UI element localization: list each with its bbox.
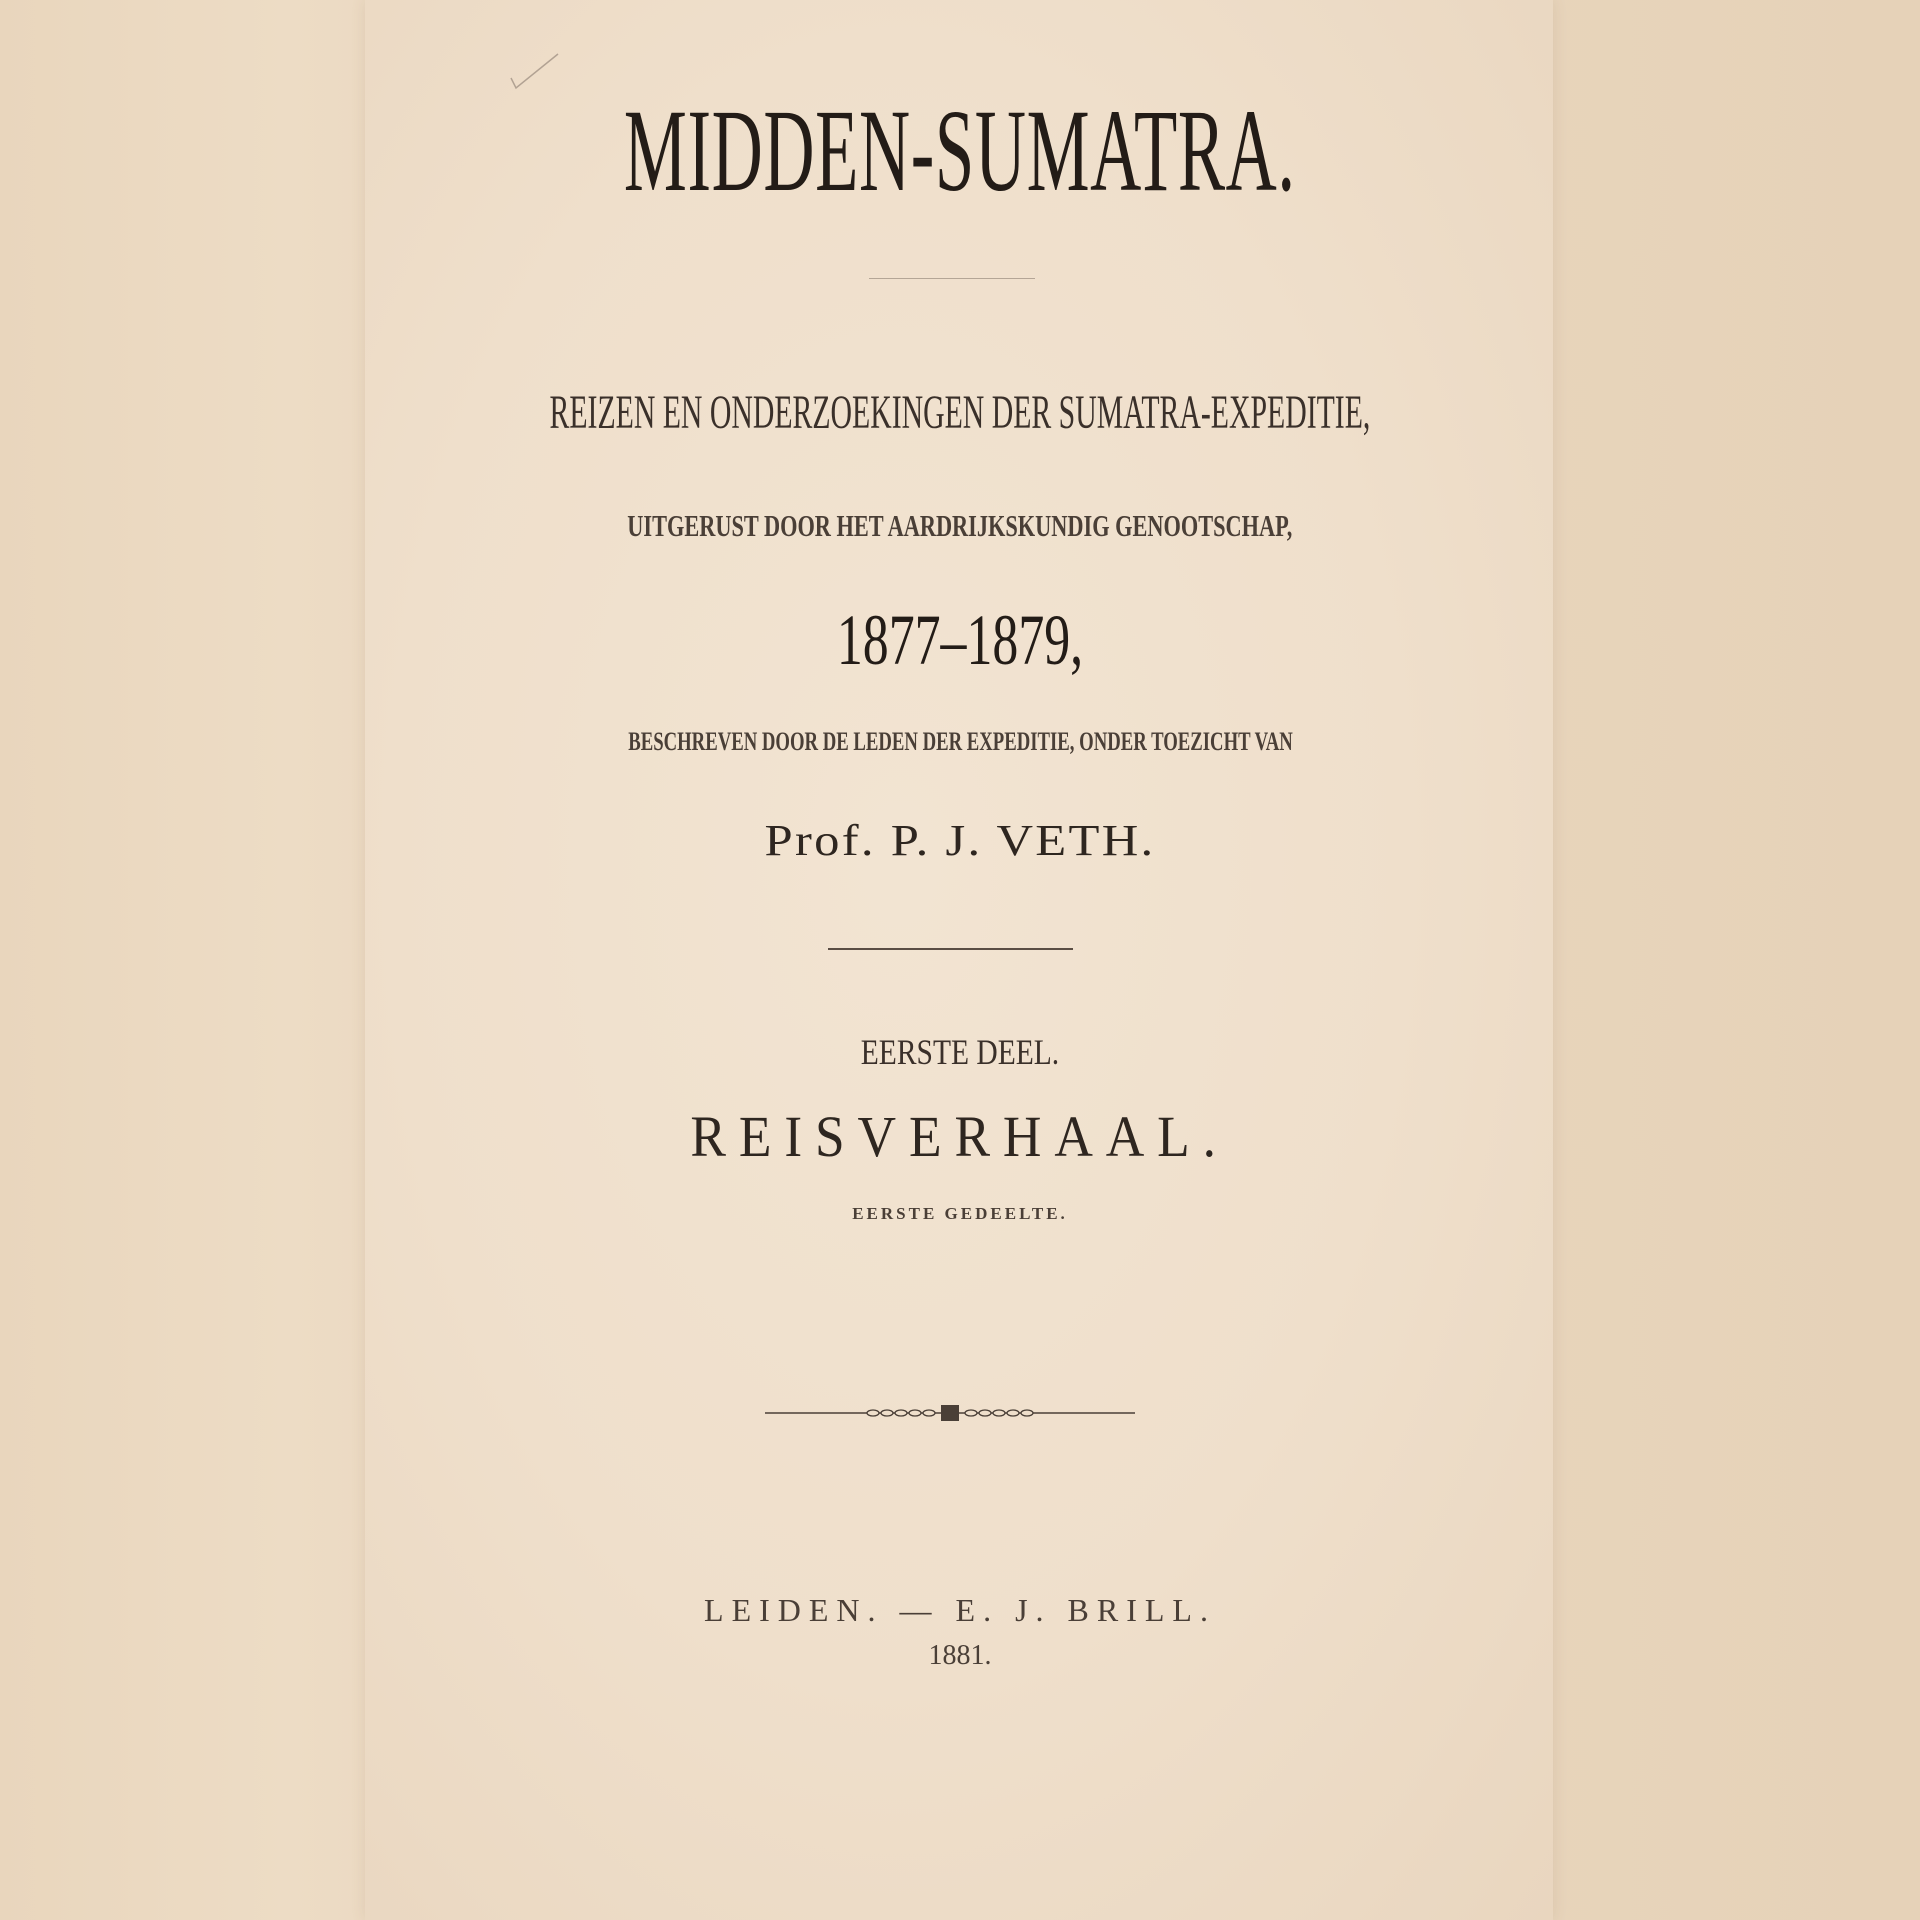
subtitle <box>0 388 1920 438</box>
expedition-years <box>0 600 1920 680</box>
volume-title-text: REISVERHAAL. <box>690 1104 1230 1169</box>
divider <box>828 948 1073 950</box>
publisher-text: LEIDEN. — E. J. BRILL. <box>704 1592 1216 1628</box>
short-divider <box>869 278 1035 279</box>
title-page <box>365 0 1553 1920</box>
book-title-text: MIDDEN-SUMATRA. <box>624 85 1296 216</box>
outfitted-by-text: UITGERUST DOOR HET AARDRIJKSKUNDIG GENOOTSCHAP, <box>627 508 1293 543</box>
publication-year <box>0 1641 1920 1671</box>
expedition-years-text: 1877–1879, <box>836 600 1084 680</box>
pencil-check-mark <box>508 50 568 95</box>
editor-name <box>0 818 1920 864</box>
editor-name-text: Prof. P. J. VETH. <box>764 816 1156 865</box>
volume-label-text: EERSTE DEEL. <box>860 1032 1060 1072</box>
part-label-text: EERSTE GEDEELTE. <box>852 1204 1068 1223</box>
described-by-text: BESCHREVEN DOOR DE LEDEN DER EXPEDITIE, ONDER TOEZICHT VAN <box>627 727 1293 756</box>
publisher <box>0 1593 1920 1627</box>
ornamental-rule <box>765 1403 1135 1423</box>
volume-title <box>0 1104 1920 1169</box>
publication-year-text: 1881. <box>928 1640 992 1671</box>
volume-label <box>0 1034 1920 1070</box>
subtitle-text: REIZEN EN ONDERZOEKINGEN DER SUMATRA-EXPEDITIE, <box>549 386 1371 439</box>
part-label <box>0 1205 1920 1223</box>
described-by <box>0 728 1920 756</box>
outfitted-by <box>0 510 1920 542</box>
book-title <box>0 85 1920 216</box>
